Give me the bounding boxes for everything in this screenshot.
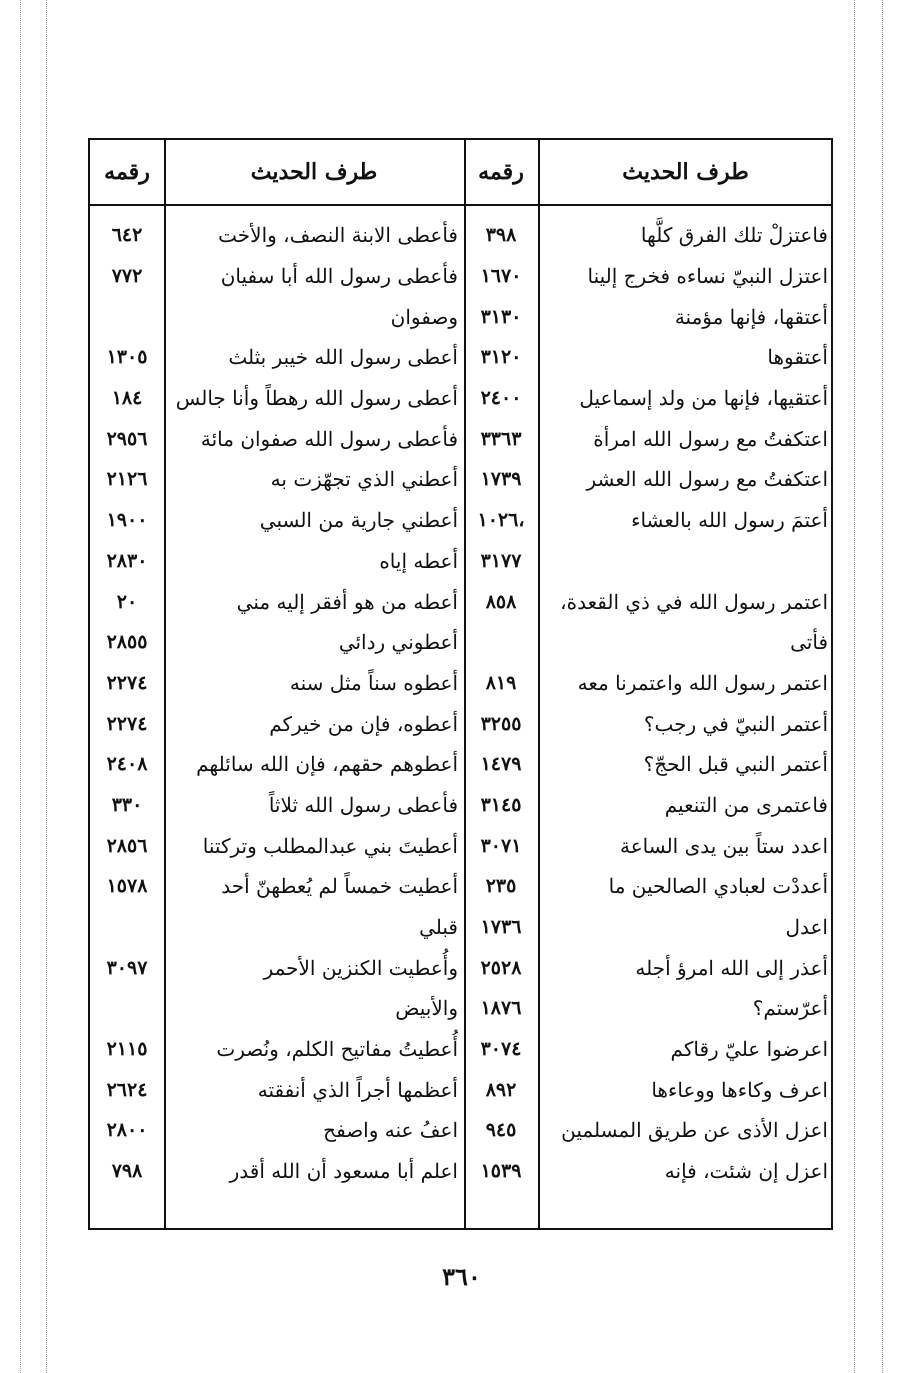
hadith-number-left (90, 988, 164, 1029)
hadith-number-right: ١٤٧٩ (480, 753, 522, 776)
hadith-number-right: ١٥٣٩ (480, 1160, 522, 1183)
hadith-text-right: فاعتزلْ تلك الفرق كلَّها (640, 223, 828, 248)
hadith-text-right: أعتقوها (767, 345, 828, 370)
hadith-text-right: اعزل الأذى عن طريق المسلمين (561, 1118, 828, 1143)
hadith-number-right: ٣١٧٧ (480, 549, 522, 572)
hadith-text-left: أعطني جارية من السبي (259, 508, 458, 533)
table-row (90, 622, 831, 663)
hadith-text-left: أعطيتَ بني عبدالمطلب وتركتنا (202, 833, 458, 858)
hadith-number-left: ٢٨٠٠ (106, 1119, 148, 1142)
hadith-text-right: أعتقيها، فإنها من ولد إسماعيل (579, 386, 828, 411)
hadith-text-left: قبلي (419, 915, 458, 940)
hadith-text-right: أعذر إلى الله امرؤ أجله (635, 955, 828, 980)
hadith-number-right: ٢٣٥ (485, 875, 517, 898)
hadith-text-left: أعطى رسول الله خيبر بثلث (228, 345, 458, 370)
header-number-left: رقمه (104, 159, 150, 185)
hadith-number-right: ١٧٣٩ (480, 468, 522, 491)
hadith-number-right (464, 622, 538, 663)
hadith-text-right: اعرف وكاءها ووعاءها (651, 1077, 828, 1102)
hadith-text-right: فاعتمرى من التنعيم (664, 792, 828, 817)
hadith-text-right: اعتمر رسول الله في ذي القعدة، (560, 589, 828, 614)
hadith-number-right: ٣٠٧٤ (480, 1038, 522, 1061)
table-row (90, 378, 831, 419)
hadith-number-left: ٢٩٥٦ (106, 427, 148, 450)
table-row (90, 1110, 831, 1151)
hadith-number-left: ٢٠ (116, 590, 138, 613)
hadith-number-left: ٦٤٢ (111, 224, 143, 247)
hadith-number-left: ١٥٧٨ (106, 875, 148, 898)
table-row (90, 703, 831, 744)
table-row (90, 541, 831, 582)
table-row (90, 1029, 831, 1070)
hadith-text-left: أعطيت خمساً لم يُعطهنّ أحد (221, 874, 458, 899)
hadith-text-left: فأعطى رسول الله أبا سفيان (220, 264, 458, 289)
table-row (90, 1069, 831, 1110)
index-table (88, 138, 833, 1230)
margin-dotted-line (46, 0, 47, 1373)
hadith-number-right: ٣٢٥٥ (480, 712, 522, 735)
hadith-text-left: أُعطيتُ مفاتيح الكلم، ونُصرت (216, 1037, 458, 1062)
table-row (90, 907, 831, 948)
hadith-text-left: أعطه إياه (379, 548, 458, 573)
table-row (90, 663, 831, 704)
hadith-number-right: ٩٤٥ (485, 1119, 517, 1142)
hadith-text-right: أعتمر النبي قبل الحجّ؟ (643, 752, 828, 777)
hadith-number-left: ٢٢٧٤ (106, 671, 148, 694)
hadith-text-right: اعتكفتُ مع رسول الله العشر (586, 467, 828, 492)
table-row (90, 215, 831, 256)
table-row (90, 825, 831, 866)
hadith-number-right: ٣٩٨ (485, 224, 517, 247)
hadith-text-left: أعطوني ردائي (338, 630, 458, 655)
hadith-number-right: ٣١٢٠ (480, 346, 522, 369)
hadith-number-left: ٣٣٠ (111, 793, 143, 816)
hadith-number-left: ٢٨٥٥ (106, 631, 148, 654)
hadith-text-left: وأُعطيت الكنزين الأحمر (263, 955, 458, 980)
hadith-number-left: ٧٧٢ (111, 265, 143, 288)
hadith-text-left: والأبيض (395, 996, 458, 1021)
header-divider (90, 204, 831, 206)
hadith-text-right (545, 541, 828, 582)
margin-dotted-line (854, 0, 855, 1373)
hadith-text-right: اعتمر رسول الله واعتمرنا معه (577, 670, 828, 695)
hadith-text-left: أعطى رسول الله رهطاً وأنا جالس (175, 386, 458, 411)
hadith-number-right: ٨٥٨ (485, 590, 517, 613)
hadith-text-left: وصفوان (390, 304, 458, 329)
hadith-text-left: أعظمها أجراً الذي أنفقته (257, 1077, 458, 1102)
hadith-text-left: أعطوه سناً مثل سنه (289, 670, 458, 695)
hadith-number-left: ٢٦٢٤ (106, 1078, 148, 1101)
table-row (90, 988, 831, 1029)
hadith-number-left: ٢١٢٦ (106, 468, 148, 491)
table-body (90, 215, 831, 1192)
hadith-text-right: أعتمر النبيّ في رجب؟ (643, 711, 828, 736)
hadith-number-right: ٨١٩ (485, 671, 517, 694)
table-row (90, 744, 831, 785)
hadith-number-left: ٧٩٨ (111, 1160, 143, 1183)
hadith-text-right: أعتقها، فإنها مؤمنة (674, 304, 828, 329)
hadith-text-right: اعدد ستاً بين يدى الساعة (620, 833, 828, 858)
hadith-text-left: اعلم أبا مسعود أن الله أقدر (229, 1159, 458, 1184)
hadith-number-right: ٢٥٢٨ (480, 956, 522, 979)
table-row (90, 785, 831, 826)
hadith-text-right: أعددْت لعبادي الصالحين ما (608, 874, 828, 899)
table-row (90, 947, 831, 988)
margin-dotted-line (882, 0, 883, 1373)
page-number: ٣٦٠ (442, 1262, 481, 1291)
hadith-text-right: فأتى (790, 630, 828, 655)
hadith-text-left: اعفُ عنه واصفح (323, 1118, 458, 1143)
hadith-number-left: ١٩٠٠ (106, 509, 148, 532)
hadith-number-right: ٣٠٧١ (480, 834, 522, 857)
header-hadith-text-right: طرف الحديث (622, 159, 749, 185)
table-row (90, 581, 831, 622)
hadith-text-right: اعرضوا عليّ رقاكم (670, 1037, 828, 1062)
header-number-right: رقمه (478, 159, 524, 185)
hadith-text-right: اعتكفتُ مع رسول الله امرأة (593, 426, 828, 451)
hadith-number-right: ٣١٤٥ (480, 793, 522, 816)
hadith-text-left: أعطه من هو أفقر إليه مني (236, 589, 458, 614)
hadith-number-left: ٢٤٠٨ (106, 753, 148, 776)
hadith-text-right: أعتمَ رسول الله بالعشاء (631, 508, 828, 533)
hadith-text-right: اعدل (785, 915, 828, 940)
hadith-text-right: أعرّستم؟ (752, 996, 828, 1021)
hadith-number-left (90, 296, 164, 337)
table-row (90, 256, 831, 297)
table-row (90, 337, 831, 378)
header-hadith-text-left: طرف الحديث (250, 159, 378, 185)
hadith-number-left: ٢١١٥ (106, 1038, 148, 1061)
hadith-number-left (90, 907, 164, 948)
hadith-text-left: أعطوهم حقهم، فإن الله سائلهم (196, 752, 458, 777)
margin-dotted-line (20, 0, 21, 1373)
hadith-text-left: أعطني الذي تجهّزت به (270, 467, 458, 492)
hadith-number-left: ٢٨٥٦ (106, 834, 148, 857)
hadith-number-right: ٣١٣٠ (480, 305, 522, 328)
hadith-number-right: ٨٩٢ (485, 1078, 517, 1101)
table-row (90, 1151, 831, 1192)
hadith-text-left: فأعطى الابنة النصف، والأخت (218, 223, 458, 248)
hadith-text-left: فأعطى رسول الله صفوان مائة (200, 426, 458, 451)
table-row (90, 866, 831, 907)
hadith-number-right: ١٠٢٦، (477, 509, 525, 532)
hadith-number-right: ١٦٧٠ (480, 265, 522, 288)
hadith-text-left: أعطوه، فإن من خيركم (269, 711, 458, 736)
hadith-number-right: ١٧٣٦ (480, 916, 522, 939)
hadith-text-left: فأعطى رسول الله ثلاثاً (268, 792, 458, 817)
table-row (90, 418, 831, 459)
table-row (90, 459, 831, 500)
hadith-number-left: ٢٨٣٠ (106, 549, 148, 572)
hadith-number-right: ١٨٧٦ (480, 997, 522, 1020)
hadith-number-left: ٢٢٧٤ (106, 712, 148, 735)
hadith-number-right: ٢٤٠٠ (480, 387, 522, 410)
hadith-number-left: ٣٠٩٧ (106, 956, 148, 979)
table-row (90, 296, 831, 337)
hadith-number-left: ١٣٠٥ (106, 346, 148, 369)
hadith-number-right: ٣٣٦٣ (480, 427, 522, 450)
hadith-text-right: اعزل إن شئت، فإنه (664, 1159, 828, 1184)
hadith-text-right: اعتزل النبيّ نساءه فخرج إلينا (587, 264, 828, 289)
hadith-number-left: ١٨٤ (111, 387, 143, 410)
table-row (90, 500, 831, 541)
